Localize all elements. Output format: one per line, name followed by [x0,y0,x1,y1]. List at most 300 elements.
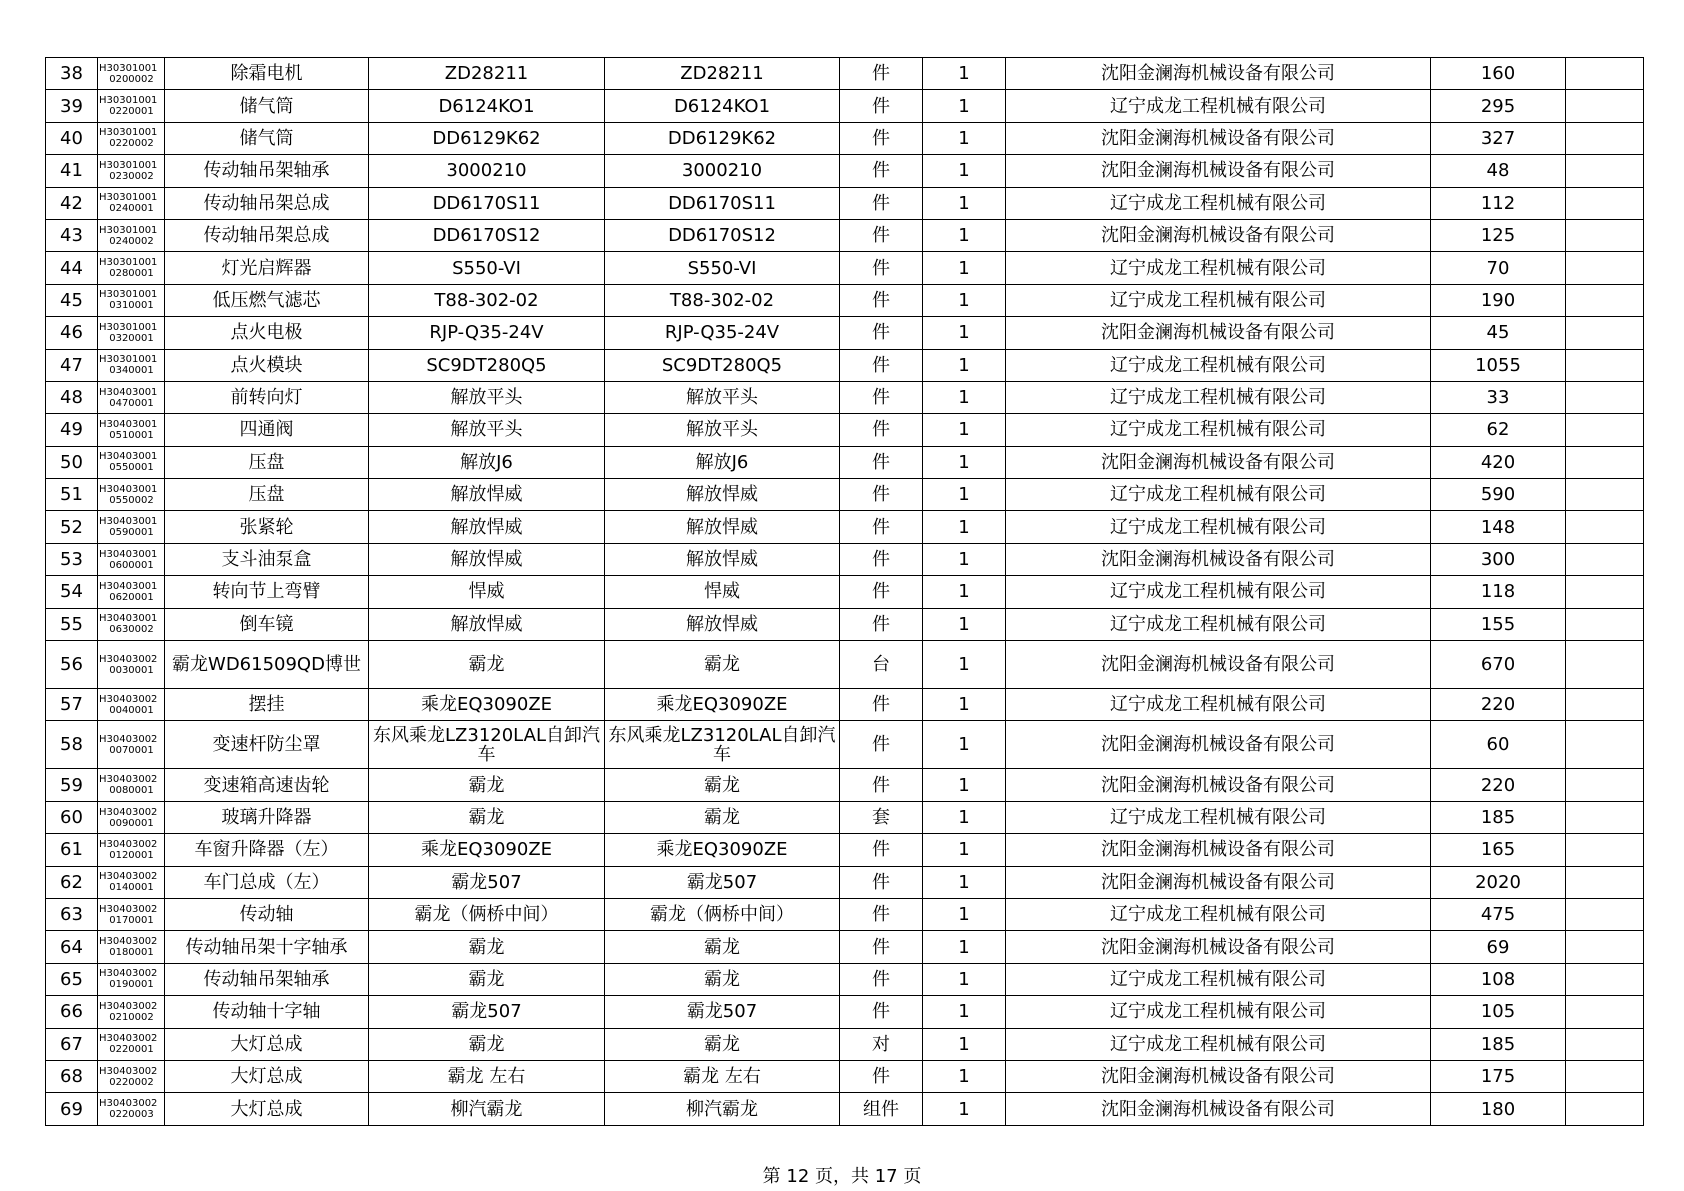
item-code-cell [98,90,165,122]
model-cell: 霸龙507 [605,866,840,898]
row-number-cell: 54 [46,576,98,608]
unit-cell: 件 [840,349,923,381]
item-code-line-1: H30403001 [99,580,158,592]
model-cell: 霸龙 左右 [605,1060,840,1092]
item-name-cell: 储气筒 [165,122,369,154]
model-cell: 霸龙 [605,963,840,995]
item-code-line-1: H30403002 [99,1000,158,1012]
supplier-cell: 沈阳金澜海机械设备有限公司 [1006,641,1431,689]
quantity-cell: 1 [923,801,1006,833]
item-code-cell [98,58,165,90]
item-code-cell [98,576,165,608]
spec-cell: 霸龙507 [369,996,605,1028]
price-cell: 420 [1431,446,1566,478]
quantity-cell: 1 [923,1028,1006,1060]
spec-cell: 解放J6 [369,446,605,478]
item-name-cell: 点火模块 [165,349,369,381]
item-code-cell [98,801,165,833]
item-code-cell [98,721,165,769]
price-cell: 165 [1431,834,1566,866]
remark-cell [1566,1060,1644,1092]
item-code-line-2: 0230002 [109,170,154,182]
row-number-cell: 46 [46,317,98,349]
model-cell: D6124KO1 [605,90,840,122]
unit-cell: 套 [840,801,923,833]
item-code-cell [98,898,165,930]
remark-cell [1566,931,1644,963]
spec-cell: 解放悍威 [369,479,605,511]
table-row [46,801,1644,833]
table-row [46,349,1644,381]
row-number-cell: 48 [46,381,98,413]
unit-cell: 件 [840,543,923,575]
price-cell: 60 [1431,721,1566,769]
model-cell: 3000210 [605,155,840,187]
table-row [46,219,1644,251]
item-name-cell: 传动轴吊架总成 [165,219,369,251]
quantity-cell: 1 [923,252,1006,284]
supplier-cell: 沈阳金澜海机械设备有限公司 [1006,446,1431,478]
item-name-cell: 摆挂 [165,689,369,721]
row-number-cell: 62 [46,866,98,898]
price-cell: 148 [1431,511,1566,543]
spec-cell: 解放悍威 [369,608,605,640]
item-code-line-2: 0340001 [109,365,154,377]
item-code-cell [98,1028,165,1060]
quantity-cell: 1 [923,576,1006,608]
unit-cell: 件 [840,721,923,769]
model-cell: SC9DT280Q5 [605,349,840,381]
price-cell: 155 [1431,608,1566,640]
item-name-cell: 大灯总成 [165,1093,369,1125]
quantity-cell: 1 [923,349,1006,381]
spec-cell: 3000210 [369,155,605,187]
row-number-cell: 60 [46,801,98,833]
model-cell: RJP-Q35-24V [605,317,840,349]
item-code-line-2: 0630002 [109,624,154,636]
row-number-cell: 64 [46,931,98,963]
supplier-cell: 辽宁成龙工程机械有限公司 [1006,511,1431,543]
item-name-cell: 传动轴吊架轴承 [165,963,369,995]
spec-cell: 悍威 [369,576,605,608]
item-name-cell: 低压燃气滤芯 [165,284,369,316]
item-code-cell [98,608,165,640]
item-code-line-1: H30301001 [99,257,158,269]
model-cell: S550-VI [605,252,840,284]
row-number-cell: 55 [46,608,98,640]
unit-cell: 组件 [840,1093,923,1125]
row-number-cell: 39 [46,90,98,122]
spec-cell: 解放悍威 [369,543,605,575]
remark-cell [1566,219,1644,251]
item-code-line-2: 0620001 [109,591,154,603]
supplier-cell: 辽宁成龙工程机械有限公司 [1006,801,1431,833]
item-name-cell: 点火电极 [165,317,369,349]
unit-cell: 件 [840,90,923,122]
item-code-line-1: H30403001 [99,548,158,560]
price-cell: 475 [1431,898,1566,930]
quantity-cell: 1 [923,1060,1006,1092]
item-code-line-2: 0200002 [109,73,154,85]
unit-cell: 件 [840,576,923,608]
model-cell: 解放平头 [605,414,840,446]
spec-cell: RJP-Q35-24V [369,317,605,349]
item-name-cell: 变速箱高速齿轮 [165,769,369,801]
spec-cell: D6124KO1 [369,90,605,122]
item-code-line-2: 0470001 [109,397,154,409]
item-name-cell: 张紧轮 [165,511,369,543]
price-cell: 185 [1431,1028,1566,1060]
item-code-line-1: H30403002 [99,838,158,850]
table-row [46,689,1644,721]
table-row [46,446,1644,478]
item-code-line-1: H30301001 [99,127,158,139]
item-code-cell [98,1060,165,1092]
remark-cell [1566,1028,1644,1060]
item-code-line-2: 0140001 [109,882,154,894]
unit-cell: 件 [840,252,923,284]
model-cell: 解放J6 [605,446,840,478]
quantity-cell: 1 [923,543,1006,575]
remark-cell [1566,608,1644,640]
price-cell: 33 [1431,381,1566,413]
table-row [46,1060,1644,1092]
item-code-line-2: 0220001 [109,106,154,118]
remark-cell [1566,996,1644,1028]
model-cell: 解放平头 [605,381,840,413]
item-code-line-2: 0600001 [109,559,154,571]
spec-cell: 解放平头 [369,414,605,446]
supplier-cell: 辽宁成龙工程机械有限公司 [1006,414,1431,446]
item-code-line-2: 0190001 [109,979,154,991]
table-row [46,898,1644,930]
spec-cell: 乘龙EQ3090ZE [369,689,605,721]
quantity-cell: 1 [923,721,1006,769]
unit-cell: 件 [840,931,923,963]
supplier-cell: 辽宁成龙工程机械有限公司 [1006,284,1431,316]
item-code-line-2: 0240002 [109,235,154,247]
spec-cell: 东风乘龙LZ3120LAL自卸汽车 [369,721,605,769]
spec-cell: 霸龙 [369,1028,605,1060]
item-name-cell: 传动轴十字轴 [165,996,369,1028]
item-code-cell [98,122,165,154]
item-name-cell: 传动轴吊架总成 [165,187,369,219]
item-code-line-2: 0280001 [109,268,154,280]
remark-cell [1566,801,1644,833]
item-code-line-1: H30403002 [99,871,158,883]
price-cell: 160 [1431,58,1566,90]
table-body [46,58,1644,1126]
remark-cell [1566,689,1644,721]
item-code-line-2: 0030001 [109,664,154,676]
table-row [46,284,1644,316]
row-number-cell: 43 [46,219,98,251]
table-row [46,721,1644,769]
supplier-cell: 沈阳金澜海机械设备有限公司 [1006,219,1431,251]
item-code-line-1: H30403001 [99,451,158,463]
remark-cell [1566,58,1644,90]
item-code-cell [98,479,165,511]
remark-cell [1566,349,1644,381]
table-row [46,252,1644,284]
price-cell: 1055 [1431,349,1566,381]
unit-cell: 台 [840,641,923,689]
model-cell: DD6170S12 [605,219,840,251]
unit-cell: 件 [840,284,923,316]
quantity-cell: 1 [923,689,1006,721]
item-code-line-2: 0180001 [109,947,154,959]
supplier-cell: 辽宁成龙工程机械有限公司 [1006,479,1431,511]
table-row [46,317,1644,349]
row-number-cell: 67 [46,1028,98,1060]
unit-cell: 件 [840,866,923,898]
page-footer: 第 12 页，共 17 页 [762,1166,922,1187]
quantity-cell: 1 [923,219,1006,251]
unit-cell: 件 [840,479,923,511]
item-name-cell: 倒车镜 [165,608,369,640]
model-cell: 霸龙（俩桥中间） [605,898,840,930]
item-name-cell: 储气筒 [165,90,369,122]
item-code-line-2: 0240001 [109,203,154,215]
row-number-cell: 47 [46,349,98,381]
unit-cell: 件 [840,446,923,478]
unit-cell: 对 [840,1028,923,1060]
spec-cell: DD6170S11 [369,187,605,219]
supplier-cell: 沈阳金澜海机械设备有限公司 [1006,543,1431,575]
model-cell: 解放悍威 [605,511,840,543]
item-code-line-1: H30403001 [99,386,158,398]
model-cell: 霸龙 [605,769,840,801]
item-code-line-2: 0220002 [109,1076,154,1088]
row-number-cell: 51 [46,479,98,511]
item-code-line-1: H30301001 [99,159,158,171]
table-row [46,479,1644,511]
item-code-line-2: 0220002 [109,138,154,150]
item-name-cell: 玻璃升降器 [165,801,369,833]
quantity-cell: 1 [923,187,1006,219]
unit-cell: 件 [840,834,923,866]
supplier-cell: 辽宁成龙工程机械有限公司 [1006,689,1431,721]
item-code-cell [98,931,165,963]
item-code-line-2: 0120001 [109,849,154,861]
unit-cell: 件 [840,898,923,930]
item-code-line-1: H30301001 [99,289,158,301]
spec-cell: 霸龙 左右 [369,1060,605,1092]
model-cell: 乘龙EQ3090ZE [605,834,840,866]
supplier-cell: 沈阳金澜海机械设备有限公司 [1006,931,1431,963]
supplier-cell: 辽宁成龙工程机械有限公司 [1006,963,1431,995]
supplier-cell: 辽宁成龙工程机械有限公司 [1006,349,1431,381]
quantity-cell: 1 [923,58,1006,90]
price-cell: 45 [1431,317,1566,349]
item-name-cell: 变速杆防尘罩 [165,721,369,769]
price-cell: 220 [1431,769,1566,801]
unit-cell: 件 [840,219,923,251]
model-cell: 乘龙EQ3090ZE [605,689,840,721]
model-cell: 霸龙 [605,931,840,963]
supplier-cell: 沈阳金澜海机械设备有限公司 [1006,866,1431,898]
remark-cell [1566,284,1644,316]
item-code-line-1: H30403002 [99,1065,158,1077]
unit-cell: 件 [840,381,923,413]
table-row [46,511,1644,543]
quantity-cell: 1 [923,834,1006,866]
quantity-cell: 1 [923,90,1006,122]
supplier-cell: 沈阳金澜海机械设备有限公司 [1006,1060,1431,1092]
item-name-cell: 压盘 [165,479,369,511]
remark-cell [1566,721,1644,769]
item-code-cell [98,834,165,866]
supplier-cell: 沈阳金澜海机械设备有限公司 [1006,1093,1431,1125]
table-row [46,996,1644,1028]
unit-cell: 件 [840,963,923,995]
price-cell: 670 [1431,641,1566,689]
unit-cell: 件 [840,122,923,154]
spec-cell: 霸龙 [369,931,605,963]
price-cell: 105 [1431,996,1566,1028]
row-number-cell: 49 [46,414,98,446]
unit-cell: 件 [840,58,923,90]
item-code-cell [98,155,165,187]
supplier-cell: 辽宁成龙工程机械有限公司 [1006,90,1431,122]
item-code-line-1: H30403002 [99,693,158,705]
spec-cell: 霸龙 [369,963,605,995]
remark-cell [1566,381,1644,413]
model-cell: 解放悍威 [605,608,840,640]
price-cell: 295 [1431,90,1566,122]
row-number-cell: 40 [46,122,98,154]
remark-cell [1566,414,1644,446]
model-cell: DD6170S11 [605,187,840,219]
remark-cell [1566,122,1644,154]
spec-cell: ZD28211 [369,58,605,90]
supplier-cell: 辽宁成龙工程机械有限公司 [1006,608,1431,640]
supplier-cell: 辽宁成龙工程机械有限公司 [1006,252,1431,284]
supplier-cell: 沈阳金澜海机械设备有限公司 [1006,317,1431,349]
quantity-cell: 1 [923,317,1006,349]
price-cell: 48 [1431,155,1566,187]
row-number-cell: 56 [46,641,98,689]
row-number-cell: 59 [46,769,98,801]
unit-cell: 件 [840,769,923,801]
item-code-line-2: 0080001 [109,785,154,797]
item-code-line-1: H30301001 [99,62,158,74]
item-name-cell: 传动轴吊架轴承 [165,155,369,187]
quantity-cell: 1 [923,641,1006,689]
item-code-line-1: H30403002 [99,968,158,980]
spec-cell: 解放平头 [369,381,605,413]
supplier-cell: 辽宁成龙工程机械有限公司 [1006,996,1431,1028]
item-code-line-1: H30301001 [99,95,158,107]
item-code-line-1: H30403001 [99,418,158,430]
item-name-cell: 前转向灯 [165,381,369,413]
table-row [46,1028,1644,1060]
row-number-cell: 45 [46,284,98,316]
quantity-cell: 1 [923,931,1006,963]
quantity-cell: 1 [923,996,1006,1028]
quantity-cell: 1 [923,898,1006,930]
item-code-cell [98,543,165,575]
unit-cell: 件 [840,317,923,349]
item-code-line-1: H30403001 [99,516,158,528]
remark-cell [1566,543,1644,575]
model-cell: 柳汽霸龙 [605,1093,840,1125]
supplier-cell: 沈阳金澜海机械设备有限公司 [1006,155,1431,187]
spec-cell: DD6129K62 [369,122,605,154]
price-cell: 62 [1431,414,1566,446]
remark-cell [1566,479,1644,511]
model-cell: T88-302-02 [605,284,840,316]
price-cell: 300 [1431,543,1566,575]
price-cell: 185 [1431,801,1566,833]
item-name-cell: 支斗油泵盒 [165,543,369,575]
price-cell: 69 [1431,931,1566,963]
model-cell: DD6129K62 [605,122,840,154]
price-cell: 108 [1431,963,1566,995]
spec-cell: 乘龙EQ3090ZE [369,834,605,866]
supplier-cell: 辽宁成龙工程机械有限公司 [1006,381,1431,413]
remark-cell [1566,866,1644,898]
table-row [46,931,1644,963]
row-number-cell: 53 [46,543,98,575]
spec-cell: 霸龙507 [369,866,605,898]
table-row [46,834,1644,866]
table-row [46,543,1644,575]
item-code-line-2: 0510001 [109,429,154,441]
supplier-cell: 沈阳金澜海机械设备有限公司 [1006,58,1431,90]
row-number-cell: 68 [46,1060,98,1092]
unit-cell: 件 [840,414,923,446]
unit-cell: 件 [840,608,923,640]
remark-cell [1566,834,1644,866]
item-code-cell [98,349,165,381]
item-code-line-1: H30403001 [99,613,158,625]
item-code-cell [98,446,165,478]
row-number-cell: 42 [46,187,98,219]
item-code-cell [98,963,165,995]
price-cell: 175 [1431,1060,1566,1092]
price-cell: 2020 [1431,866,1566,898]
item-name-cell: 传动轴吊架十字轴承 [165,931,369,963]
price-cell: 70 [1431,252,1566,284]
item-name-cell: 转向节上弯臂 [165,576,369,608]
row-number-cell: 52 [46,511,98,543]
row-number-cell: 57 [46,689,98,721]
spec-cell: 霸龙 [369,769,605,801]
table-row [46,608,1644,640]
model-cell: 霸龙507 [605,996,840,1028]
table-row [46,90,1644,122]
row-number-cell: 38 [46,58,98,90]
supplier-cell: 辽宁成龙工程机械有限公司 [1006,898,1431,930]
row-number-cell: 61 [46,834,98,866]
supplier-cell: 辽宁成龙工程机械有限公司 [1006,576,1431,608]
spec-cell: 霸龙 [369,641,605,689]
remark-cell [1566,769,1644,801]
remark-cell [1566,963,1644,995]
item-code-line-1: H30301001 [99,354,158,366]
item-code-line-1: H30301001 [99,224,158,236]
remark-cell [1566,252,1644,284]
remark-cell [1566,576,1644,608]
model-cell: 悍威 [605,576,840,608]
price-cell: 190 [1431,284,1566,316]
item-code-line-2: 0220003 [109,1109,154,1121]
table-row [46,155,1644,187]
item-code-line-2: 0210002 [109,1011,154,1023]
spec-cell: 柳汽霸龙 [369,1093,605,1125]
item-code-line-2: 0070001 [109,744,154,756]
